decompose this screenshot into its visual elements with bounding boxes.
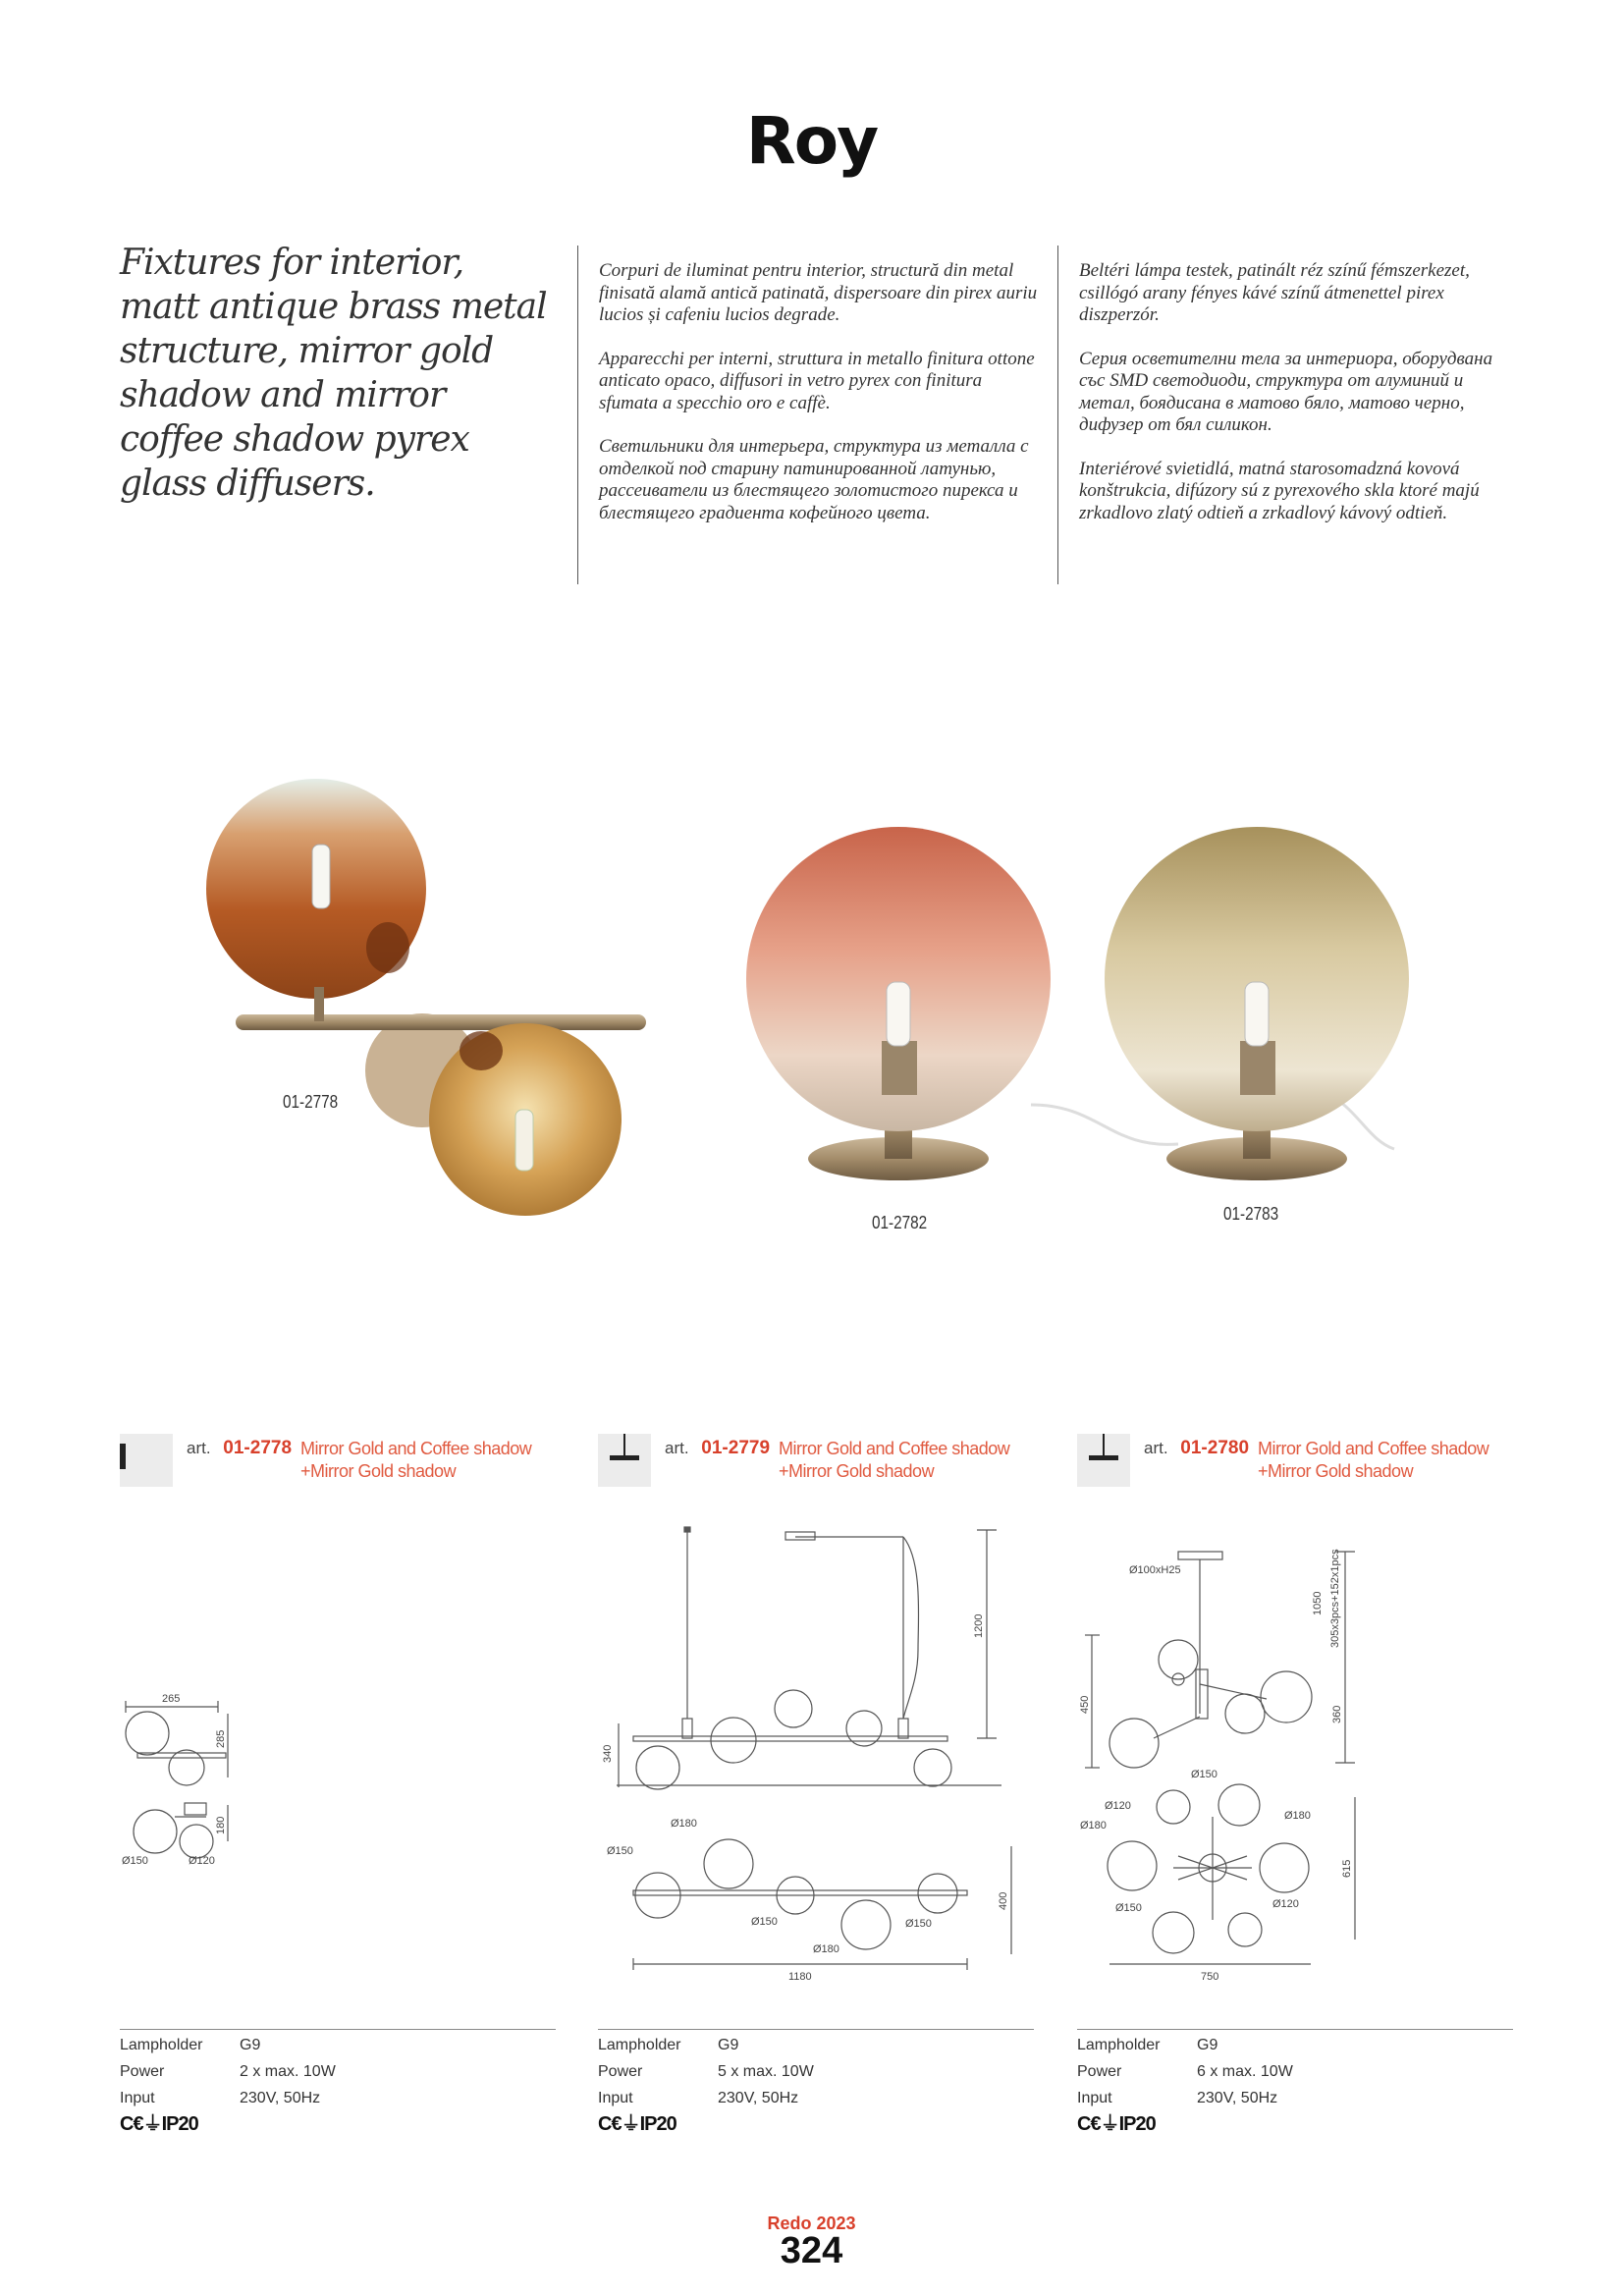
product-desc-line1: Mirror Gold and Coffee shadow	[779, 1439, 1010, 1458]
spec-label: Input	[1077, 2090, 1112, 2106]
desc-bulgarian: Серия осветителни тела за интериора, оборудвана със SMD светодиоди, структура от алуминий и метал, боядисана в матово бяло, матово черно, дифузер от бял силикон.	[1079, 348, 1493, 435]
spec-label: Power	[120, 2063, 165, 2080]
spec-value: 2 x max. 10W	[240, 2063, 336, 2080]
spec-value: 6 x max. 10W	[1197, 2063, 1293, 2080]
page-title: Roy	[745, 103, 878, 179]
spec-value: 230V, 50Hz	[240, 2090, 321, 2106]
dim-label: 180	[215, 1816, 227, 1834]
drawing-01-2779	[617, 1527, 1011, 1970]
art-label: art.	[1144, 1439, 1168, 1457]
certification-marks: C€⏚IP20	[1077, 2113, 1156, 2135]
product-code: 01-2778	[223, 1438, 293, 1458]
certification-marks: C€⏚IP20	[598, 2113, 676, 2135]
drawing-01-2778	[126, 1701, 228, 1858]
dim-label: Ø180	[1284, 1810, 1311, 1822]
dim-label: Ø150	[905, 1918, 932, 1930]
spec-divider	[120, 2029, 556, 2030]
dim-label: 400	[998, 1891, 1009, 1910]
spec-value: G9	[1197, 2037, 1218, 2053]
dim-label: Ø120	[189, 1855, 215, 1867]
product-desc-line1: Mirror Gold and Coffee shadow	[300, 1439, 532, 1458]
dim-label: Ø150	[751, 1916, 778, 1928]
product-desc-line2: +Mirror Gold shadow	[1258, 1461, 1414, 1481]
dim-label: Ø120	[1105, 1800, 1131, 1812]
spec-label: Lampholder	[1077, 2037, 1161, 2053]
specs-01-2780	[1077, 2032, 1513, 2138]
desc-hungarian: Beltéri lámpa testek, patinált réz színű fémszerkezet, csillógó arany fényes kávé színű átmenettel pirex diszperzór.	[1079, 260, 1470, 325]
spec-value: 5 x max. 10W	[718, 2063, 814, 2080]
dim-label: Ø180	[813, 1943, 839, 1955]
spec-label: Power	[1077, 2063, 1122, 2080]
certification-marks: C€⏚IP20	[120, 2113, 198, 2135]
spec-value: 230V, 50Hz	[718, 2090, 799, 2106]
spec-label: Power	[598, 2063, 643, 2080]
desc-russian: Светильники для интерьера, структура из металла с отделкой под старину патинированной латунью, рассеиватели из блестящего золотистого пирекса и блестящего градиента кофейного цвета.	[599, 436, 1029, 523]
desc-italian: Apparecchi per interni, struttura in metallo finitura ottone anticato opaco, diffusori in vetro pyrex con finitura sfumata a specchio oro e caffè.	[599, 348, 1035, 413]
spec-divider	[1077, 2029, 1513, 2030]
dim-label: 1200	[973, 1613, 985, 1638]
spec-label: Input	[598, 2090, 633, 2106]
specs-01-2778	[120, 2032, 556, 2138]
dim-label: 265	[162, 1693, 181, 1705]
photo-label-wall: 01-2778	[283, 1092, 339, 1112]
desc-slovak: Interiérové svietidlá, matná starosomadzná kovová konštrukcia, difúzory sú z pyrexového skla ktoré majú zrkadlovo zlatý odtieň a zrkadlový kávový odtieň.	[1079, 458, 1480, 523]
spec-label: Input	[120, 2090, 155, 2106]
specs-01-2779	[598, 2032, 1034, 2138]
intro-text: Fixtures for interior, matt antique brass metal structure, mirror gold shadow and mirror coffee shadow pyrex glass diffusers.	[120, 243, 547, 504]
dim-label: 305x3pcs+152x1pcs	[1329, 1549, 1341, 1648]
dim-label: Ø150	[122, 1855, 148, 1867]
dim-label: 340	[602, 1744, 614, 1763]
dim-label: 1050	[1312, 1591, 1324, 1615]
dim-label: Ø150	[607, 1845, 633, 1857]
footer-brand: Redo 2023	[767, 2214, 856, 2233]
dim-label: Ø150	[1191, 1769, 1217, 1780]
dim-label: Ø180	[671, 1818, 697, 1830]
photo-label-table1: 01-2782	[872, 1213, 928, 1232]
dim-label: Ø180	[1080, 1820, 1107, 1831]
desc-romanian: Corpuri de iluminat pentru interior, structură din metal finisată alamă antică patinată, dispersoare din pirex auriu lucios și cafeniu lucios degrade.	[599, 260, 1038, 325]
product-desc-line2: +Mirror Gold shadow	[300, 1461, 457, 1481]
product-desc-line1: Mirror Gold and Coffee shadow	[1258, 1439, 1489, 1458]
spec-value: G9	[240, 2037, 261, 2053]
product-code: 01-2779	[701, 1438, 771, 1458]
dim-label: 750	[1201, 1971, 1219, 1983]
spec-value: G9	[718, 2037, 739, 2053]
dim-label: 615	[1341, 1859, 1353, 1878]
art-label: art.	[187, 1439, 211, 1457]
product-desc-line2: +Mirror Gold shadow	[779, 1461, 935, 1481]
dim-label: Ø120	[1272, 1898, 1299, 1910]
page-number: 324	[780, 2230, 843, 2271]
dim-label: 360	[1331, 1705, 1343, 1723]
dim-label: Ø150	[1115, 1902, 1142, 1914]
spec-label: Lampholder	[120, 2037, 203, 2053]
spec-divider	[598, 2029, 1034, 2030]
photo-label-table2: 01-2783	[1223, 1204, 1279, 1224]
dim-label: 1180	[788, 1971, 812, 1983]
art-label: art.	[665, 1439, 689, 1457]
dim-label: Ø100xH25	[1129, 1564, 1181, 1576]
dim-label: 450	[1079, 1695, 1091, 1714]
product-code: 01-2780	[1180, 1438, 1250, 1458]
dim-label: 285	[215, 1729, 227, 1748]
spec-label: Lampholder	[598, 2037, 681, 2053]
spec-value: 230V, 50Hz	[1197, 2090, 1278, 2106]
